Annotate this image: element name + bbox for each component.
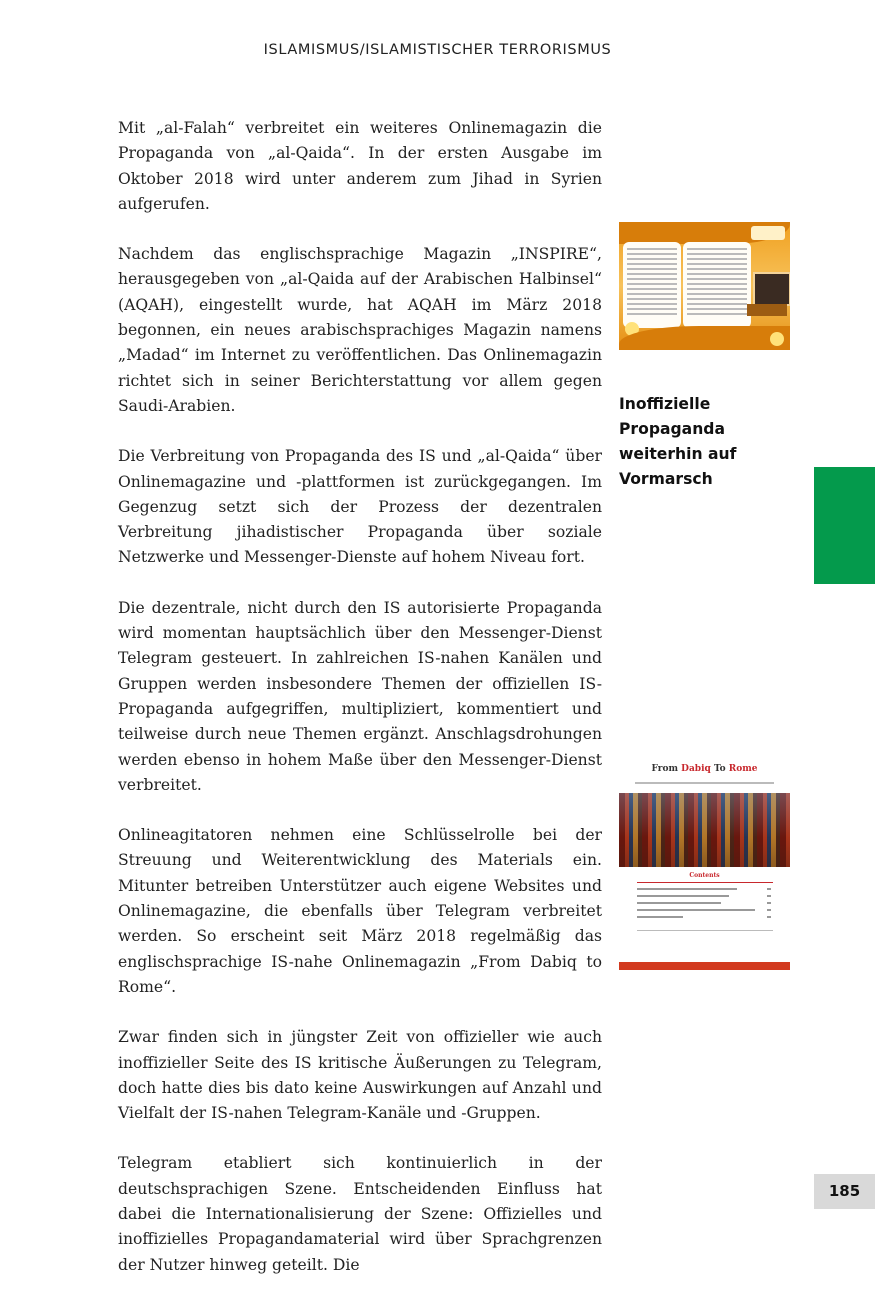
madad-magazine-image — [619, 222, 790, 350]
contents-label: Contents — [689, 872, 720, 879]
paragraph-7: Telegram etabliert sich kontinuierlich in der deutschsprachigen Szene. Entscheidenden Einfluss hat dabei die Internationalisierung der Szene: Offizielles und inoffizielles Propagandamaterial wird über Sprachgrenzen der Nutzer hinweg geteilt. Die — [118, 1154, 602, 1274]
paragraph-6: Zwar finden sich in jüngster Zeit von offizieller wie auch inoffizieller Seite des IS kritische Äußerungen zu Telegram, doch hatte dies bis dato keine Auswirkungen auf Anzahl und Vielfalt der IS-nahen Telegram-Kanäle und -Gruppen. — [118, 1028, 602, 1123]
running-title: ISLAMISMUS/ISLAMISTISCHER TERRORISMUS — [263, 42, 612, 58]
chapter-tab — [814, 467, 875, 584]
paragraph-5: Onlineagitatoren nehmen eine Schlüsselrolle bei der Streuung und Weiterentwicklung des Materials ein. Mitunter betreiben Unterstützer auch eigene Websites und Onlinemagazine, die ebenfalls über Telegram verbreitet werden. So erscheint seit März 2018 regelmäßig das englischsprachige IS-nahe Onlinemagazin „From Dabiq to Rome“. — [118, 826, 602, 996]
paragraph-1: Mit „al-Falah“ verbreitet ein weiteres Onlinemagazin die Propaganda von „al-Qaida“. In der ersten Ausgabe im Oktober 2018 wird unter anderem zum Jihad in Syrien aufgerufen. — [118, 119, 602, 213]
page-number: 185 — [814, 1174, 875, 1209]
sidebar-heading: Inoffizielle Propaganda weiterhin auf Vormarsch — [619, 395, 737, 488]
paragraph-3: Die Verbreitung von Propaganda des IS und „al-Qaida“ über Onlinemagazine und -plattformen ist zurückgegangen. Im Gegenzug setzt sich der Prozess der dezentralen Verbreitung jihadistischer Propaganda über soziale Netzwerke und Messenger-Dienste auf hohem Niveau fort. — [118, 447, 602, 567]
paragraph-2: Nachdem das englischsprachige Magazin „INSPIRE“, herausgegeben von „al-Qaida auf der Arabischen Halbinsel“ (AQAH), eingestellt wurde, hat AQAH im März 2018 begonnen, ein neues arabischsprachiges Magazin namens „Madad“ im Internet zu veröffentlichen. Das Onlinemagazin richtet sich in seiner Berichterstattung vor allem gegen Saudi-Arabien. — [118, 245, 602, 415]
magazine-title: From Dabiq To Rome — [651, 764, 758, 774]
bookshelf-photo — [619, 793, 790, 867]
from-dabiq-to-rome-image — [619, 748, 790, 970]
paragraph-4: Die dezentrale, nicht durch den IS autorisierte Propaganda wird momentan hauptsächlich über den Messenger-Dienst Telegram gesteuert. In zahlreichen IS-nahen Kanälen und Gruppen werden insbesondere Themen der offiziellen IS-Propaganda aufgegriffen, multipliziert, kommentiert und teilweise durch neue Themen ergänzt. Anschlagsdrohungen werden ebenso in hohem Maße über den Messenger-Dienst verbreitet. — [118, 598, 602, 794]
main-text — [118, 116, 602, 1303]
